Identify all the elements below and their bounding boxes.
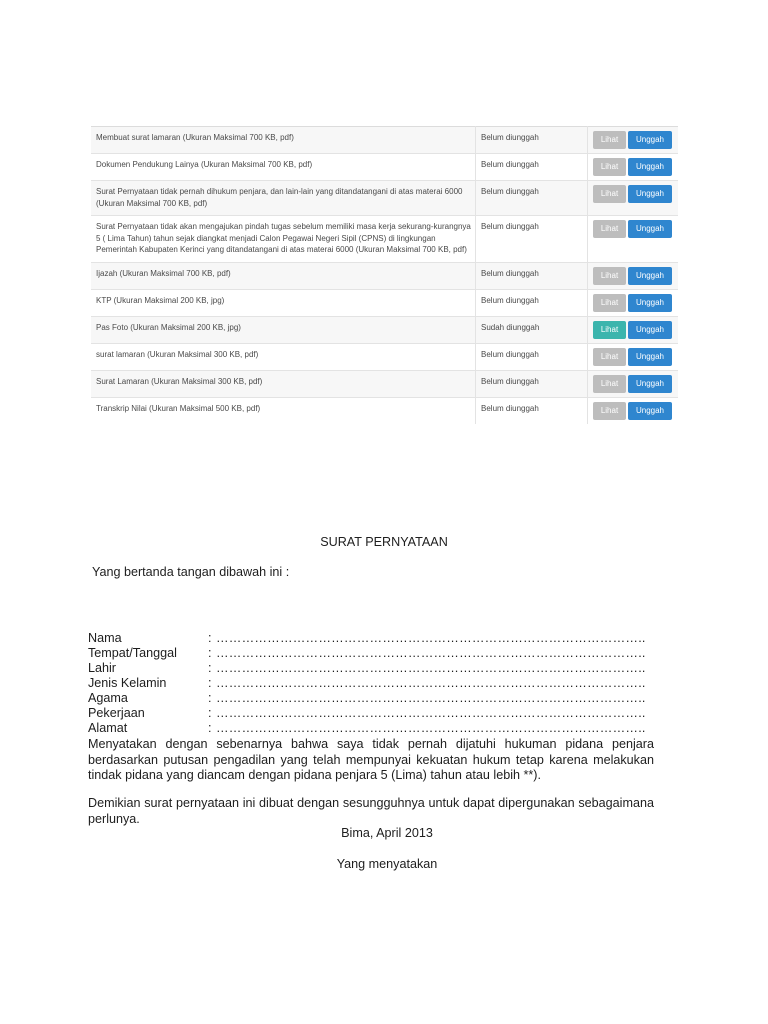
field-blank-alamat: ……………………………………………………………………………………….. [216,721,646,735]
upload-button[interactable]: Unggah [628,321,672,339]
upload-button[interactable]: Unggah [628,185,672,203]
view-button[interactable]: Lihat [593,402,626,420]
document-name: Membuat surat lamaran (Ukuran Maksimal 700 KB, pdf) [91,127,476,154]
upload-status: Belum diunggah [476,181,588,216]
field-blank-pekerjaan: ……………………………………………………………………………………….. [216,706,646,720]
document-name: Ijazah (Ukuran Maksimal 700 KB, pdf) [91,262,476,289]
field-colon: : [208,631,212,645]
view-button[interactable]: Lihat [593,321,626,339]
letter-intro: Yang bertanda tangan dibawah ini : [92,565,290,579]
document-name: Surat Lamaran (Ukuran Maksimal 300 KB, pdf) [91,370,476,397]
upload-status: Belum diunggah [476,154,588,181]
field-label-nama: Nama [88,631,122,645]
place-date: Bima, April 2013 [341,826,433,840]
field-blank-nama: ……………………………………………………………………………………….. [216,631,646,645]
field-label-agama: Agama [88,691,128,705]
field-label-alamat: Alamat [88,721,128,735]
upload-status: Sudah diunggah [476,316,588,343]
signature-label: Yang menyatakan [336,857,438,871]
field-blank-jenis-kelamin: ……………………………………………………………………………………….. [216,676,646,690]
view-button[interactable]: Lihat [593,220,626,238]
closing-paragraph: Demikian surat pernyataan ini dibuat dengan sesungguhnya untuk dapat dipergunakan sebagaimana perlunya. [88,796,654,826]
field-colon: : [208,646,212,660]
upload-status: Belum diunggah [476,397,588,424]
field-colon: : [208,721,212,735]
view-button[interactable]: Lihat [593,158,626,176]
document-name: Surat Pernyataan tidak akan mengajukan pindah tugas sebelum memiliki masa kerja sekurang-kurangnya 5 ( Lima Tahun) tahun sejak diangkat menjadi Calon Pegawai Negeri Sipil (CPNS) di lingkungan Pemerintah Kabupaten Kerinci yang ditandatangani di atas materai 6000 (Ukuran Maksimal 700 KB, pdf) [91,216,476,263]
upload-button[interactable]: Unggah [628,348,672,366]
view-button[interactable]: Lihat [593,267,626,285]
view-button[interactable]: Lihat [593,185,626,203]
field-colon: : [208,661,212,675]
field-label-lahir: Lahir [88,661,117,675]
field-colon: : [208,691,212,705]
upload-status: Belum diunggah [476,262,588,289]
upload-button[interactable]: Unggah [628,267,672,285]
field-blank-tempat-tanggal: ……………………………………………………………………………………….. [216,646,646,660]
letter-title: SURAT PERNYATAAN [320,535,448,549]
field-blank-agama: ……………………………………………………………………………………….. [216,691,646,705]
upload-status: Belum diunggah [476,127,588,154]
document-name: surat lamaran (Ukuran Maksimal 300 KB, pdf) [91,343,476,370]
document-name: Pas Foto (Ukuran Maksimal 200 KB, jpg) [91,316,476,343]
view-button[interactable]: Lihat [593,131,626,149]
upload-button[interactable]: Unggah [628,375,672,393]
upload-status: Belum diunggah [476,343,588,370]
upload-status: Belum diunggah [476,289,588,316]
view-button[interactable]: Lihat [593,294,626,312]
upload-button[interactable]: Unggah [628,294,672,312]
upload-button[interactable]: Unggah [628,131,672,149]
document-name: Transkrip Nilai (Ukuran Maksimal 500 KB, pdf) [91,397,476,424]
field-label-jenis-kelamin: Jenis Kelamin [88,676,167,690]
field-label-pekerjaan: Pekerjaan [88,706,145,720]
view-button[interactable]: Lihat [593,348,626,366]
upload-button[interactable]: Unggah [628,402,672,420]
upload-status: Belum diunggah [476,370,588,397]
document-name: KTP (Ukuran Maksimal 200 KB, jpg) [91,289,476,316]
upload-button[interactable]: Unggah [628,220,672,238]
upload-button[interactable]: Unggah [628,158,672,176]
document-name: Dokumen Pendukung Lainya (Ukuran Maksimal 700 KB, pdf) [91,154,476,181]
field-colon: : [208,676,212,690]
view-button[interactable]: Lihat [593,375,626,393]
statement-paragraph: Menyatakan dengan sebenarnya bahwa saya tidak pernah dijatuhi hukuman pidana penjara berdasarkan putusan pengadilan yang telah mempunyai kekuatan hukum tetap karena melakukan tindak pidana yang diancam dengan pidana penjara 5 (Lima) tahun atau lebih **). [88,737,654,782]
field-blank-lahir: ……………………………………………………………………………………….. [216,661,646,675]
document-name: Surat Pernyataan tidak pernah dihukum penjara, dan lain-lain yang ditandatangani di atas materai 6000 (Ukuran Maksimal 700 KB, pdf) [91,181,476,216]
field-colon: : [208,706,212,720]
field-label-tempat-tanggal: Tempat/Tanggal [88,646,177,660]
upload-status: Belum diunggah [476,216,588,263]
